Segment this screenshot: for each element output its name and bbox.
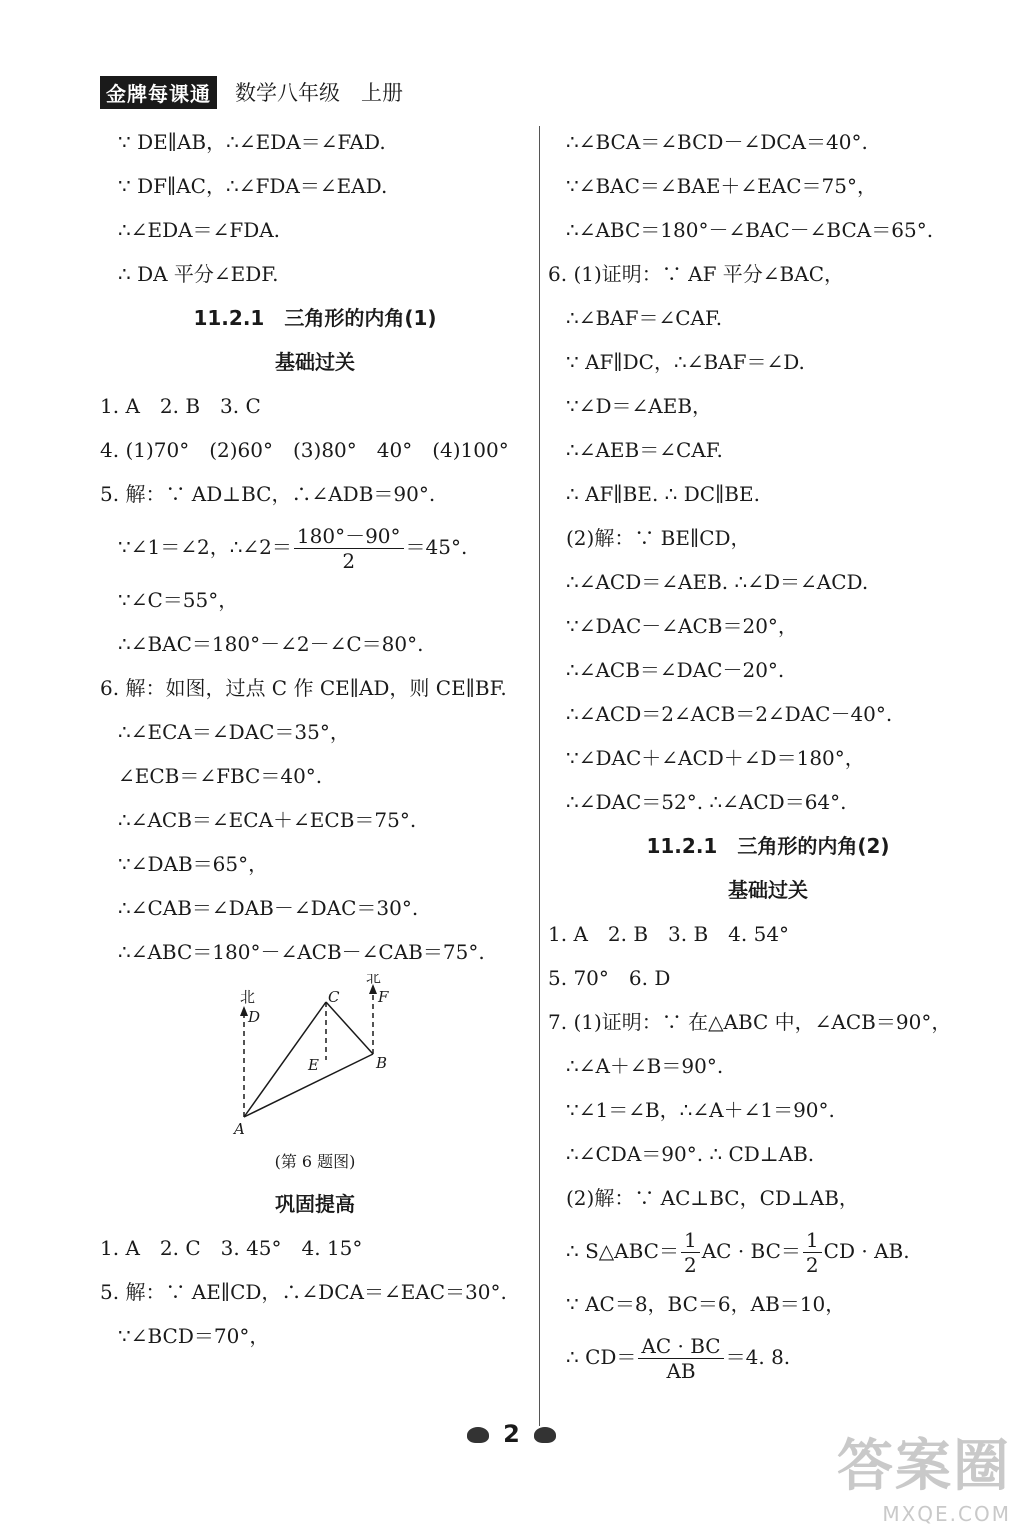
text-line: ∴∠CDA＝90°. ∴ CD⊥AB. [566, 1142, 815, 1166]
fraction-line [100, 516, 530, 578]
watermark [837, 1422, 1011, 1526]
answer-line: 1. A 2. B 3. B 4. 54° [548, 922, 790, 946]
text-segment: ∴ CD＝ [566, 1345, 637, 1369]
text-line: ∵∠BAC＝∠BAE＋∠EAC＝75°， [566, 174, 877, 198]
figure-caption: (第 6 题图) [274, 1152, 356, 1171]
text-line: ∠ECB＝∠FBC＝40°. [118, 764, 323, 788]
text-line: ∵∠BCD＝70°， [118, 1324, 270, 1348]
fraction-denominator: AB [666, 1359, 696, 1383]
answer-line: 1. A 2. C 3. 45° 4. 15° [100, 1236, 363, 1260]
text-segment: ∵∠1＝∠2，∴∠2＝ [118, 535, 292, 559]
geometry-figure [100, 974, 530, 1142]
fraction-numerator: 180°－90° [294, 524, 404, 549]
text-line: ∴∠DAC＝52°. ∴∠ACD＝64°. [566, 790, 847, 814]
fraction-denominator: 2 [342, 549, 356, 573]
text-line: ∴∠ACB＝∠ECA＋∠ECB＝75°. [118, 808, 417, 832]
fraction-numerator: 1 [681, 1228, 700, 1253]
watermark-url: MXQE.COM [882, 1502, 1011, 1526]
point-label-e: E [308, 1056, 319, 1074]
right-column [548, 120, 988, 1388]
answer-line: 4. (1)70° (2)60° (3)80° 40° (4)100° [100, 438, 509, 462]
text-line: (2)解：∵ BE∥CD， [566, 526, 751, 550]
fraction-numerator: AC · BC [638, 1334, 723, 1359]
text-segment: ＝45°. [405, 535, 468, 559]
subsection-heading: 基础过关 [275, 350, 355, 374]
fraction [803, 1228, 822, 1277]
subsection-heading: 巩固提高 [275, 1192, 355, 1216]
text-line: ∴∠BAC＝180°－∠2－∠C＝80°. [118, 632, 424, 656]
text-line: ∴∠ECA＝∠DAC＝35°， [118, 720, 350, 744]
answer-line: 6. (1)证明：∵ AF 平分∠BAC， [548, 262, 845, 286]
text-line: ∴∠ACD＝∠AEB. ∴∠D＝∠ACD. [566, 570, 869, 594]
fraction [638, 1334, 723, 1383]
text-line: ∵∠1＝∠B，∴∠A＋∠1＝90°. [566, 1098, 835, 1122]
arrow-up-icon [240, 1006, 248, 1016]
answer-line: 5. 解：∵ AE∥CD，∴∠DCA＝∠EAC＝30°. [100, 1280, 507, 1304]
fraction-line [548, 1326, 988, 1388]
text-segment: ＝4. 8. [725, 1345, 791, 1369]
leaf-icon [534, 1427, 556, 1443]
text-line: ∴∠ABC＝180°－∠BAC－∠BCA＝65°. [566, 218, 934, 242]
answer-line: 1. A 2. B 3. C [100, 394, 261, 418]
fraction-numerator: 1 [803, 1228, 822, 1253]
section-heading: 11.2.1 三角形的内角(2) [646, 834, 890, 858]
text-line: ∴∠EDA＝∠FDA. [118, 218, 281, 242]
text-line: ∵ AF∥DC，∴∠BAF＝∠D. [566, 350, 805, 374]
leaf-icon [467, 1427, 489, 1443]
north-label-left: 北 [240, 988, 256, 1006]
fraction-denominator: 2 [683, 1253, 697, 1277]
text-line: ∴∠BCA＝∠BCD－∠DCA＝40°. [566, 130, 868, 154]
point-label-f: F [378, 988, 389, 1006]
point-label-d: D [248, 1008, 261, 1026]
page-header [100, 74, 403, 110]
figure-svg [100, 974, 530, 1142]
text-line: ∴∠ABC＝180°－∠ACB－∠CAB＝75°. [118, 940, 485, 964]
point-label-a: A [234, 1120, 245, 1138]
text-line: ∵∠D＝∠AEB， [566, 394, 713, 418]
north-label-right: 北 [366, 974, 382, 986]
text-line: ∴ AF∥BE. ∴ DC∥BE. [566, 482, 760, 506]
point-label-b: B [376, 1054, 388, 1072]
text-line: ∴∠ACB＝∠DAC－20°. [566, 658, 785, 682]
text-line: ∵∠C＝55°， [118, 588, 239, 612]
text-line: ∴∠CAB＝∠DAB－∠DAC＝30°. [118, 896, 419, 920]
fraction-denominator: 2 [805, 1253, 819, 1277]
text-line: ∴∠A＋∠B＝90°. [566, 1054, 724, 1078]
text-line: ∵∠DAC＋∠ACD＋∠D＝180°， [566, 746, 865, 770]
column-divider [539, 126, 540, 1426]
text-line: ∴∠ACD＝2∠ACB＝2∠DAC－40°. [566, 702, 893, 726]
fraction-line [548, 1220, 988, 1282]
answer-line: 7. (1)证明：∵ 在△ABC 中，∠ACB＝90°， [548, 1010, 952, 1034]
text-line: (2)解：∵ AC⊥BC，CD⊥AB， [566, 1186, 859, 1210]
text-line: ∵ DE∥AB，∴∠EDA＝∠FAD. [118, 130, 386, 154]
text-line: ∵ AC＝8，BC＝6，AB＝10， [566, 1292, 846, 1316]
answer-line: 5. 70° 6. D [548, 966, 671, 990]
text-line: ∵∠DAC－∠ACB＝20°， [566, 614, 798, 638]
point-label-c: C [328, 988, 340, 1006]
text-segment: AC · BC＝ [701, 1239, 801, 1263]
text-line: ∴∠AEB＝∠CAF. [566, 438, 723, 462]
text-line: ∵∠DAB＝65°， [118, 852, 269, 876]
watermark-logo: 答案圈 [837, 1434, 1011, 1499]
fraction [681, 1228, 700, 1277]
segment-cb [326, 1002, 373, 1054]
text-segment: ∴ S△ABC＝ [566, 1239, 679, 1263]
fraction [294, 524, 404, 573]
text-line: ∴ DA 平分∠EDF. [118, 262, 279, 286]
text-segment: CD · AB. [823, 1239, 910, 1263]
left-column [100, 120, 530, 1358]
answer-line: 6. 解：如图，过点 C 作 CE∥AD，则 CE∥BF. [100, 676, 507, 700]
subsection-heading: 基础过关 [728, 878, 808, 902]
brand-logo: 金牌每课通 [100, 76, 217, 109]
text-line: ∵ DF∥AC，∴∠FDA＝∠EAD. [118, 174, 388, 198]
page-number: 2 [503, 1420, 520, 1448]
section-heading: 11.2.1 三角形的内角(1) [193, 306, 437, 330]
book-subtitle: 数学八年级 上册 [235, 81, 403, 105]
text-line: ∴∠BAF＝∠CAF. [566, 306, 723, 330]
answer-line: 5. 解：∵ AD⊥BC，∴∠ADB＝90°. [100, 482, 436, 506]
